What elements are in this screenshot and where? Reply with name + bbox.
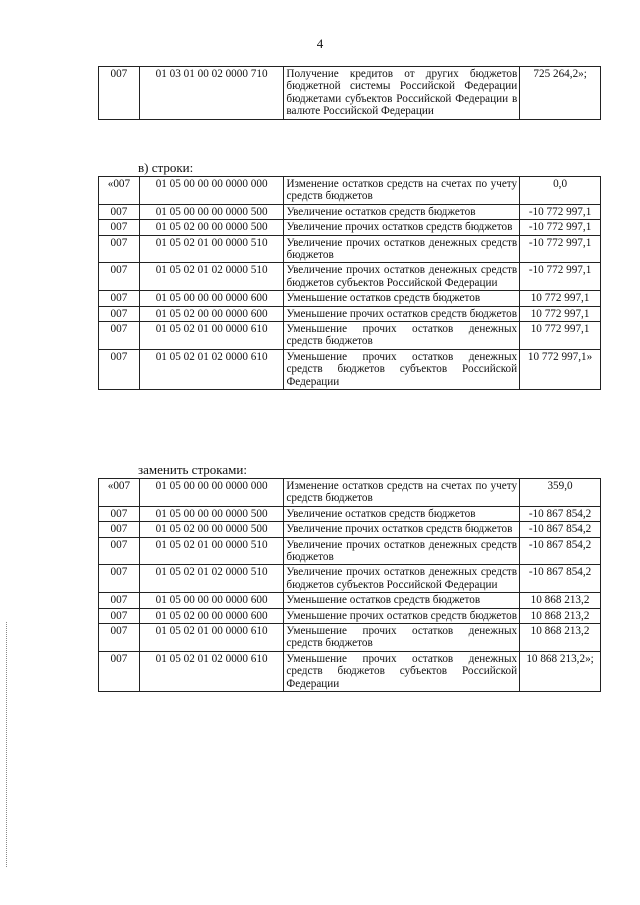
sum-cell: 10 772 997,1 <box>520 306 601 321</box>
table-row <box>99 177 601 205</box>
table-row <box>99 479 601 507</box>
name-cell: Увеличение прочих остатков денежных средств бюджетов субъектов Российской Федерации <box>284 263 520 291</box>
kbk-cell: 01 05 00 00 00 0000 000 <box>139 177 284 205</box>
table-replacement-rows <box>98 478 601 692</box>
sum-cell: 10 772 997,1 <box>520 291 601 306</box>
kbk-cell: 01 05 02 00 00 0000 500 <box>139 220 284 235</box>
code-cell: 007 <box>99 235 140 263</box>
code-cell: «007 <box>99 479 140 507</box>
code-cell: 007 <box>99 322 140 350</box>
kbk-cell: 01 05 02 01 02 0000 510 <box>139 263 284 291</box>
table-row <box>99 608 601 623</box>
kbk-cell: 01 05 02 01 02 0000 610 <box>139 349 284 389</box>
name-cell: Увеличение остатков средств бюджетов <box>284 204 520 219</box>
code-cell: 007 <box>99 204 140 219</box>
name-cell: Увеличение прочих остатков средств бюджетов <box>284 522 520 537</box>
sum-cell: -10 772 997,1 <box>520 263 601 291</box>
name-cell: Уменьшение прочих остатков денежных средств бюджетов <box>284 322 520 350</box>
sum-cell: 10 868 213,2 <box>520 608 601 623</box>
sum-cell: 725 264,2»; <box>520 67 601 120</box>
sum-cell: -10 867 854,2 <box>520 522 601 537</box>
code-cell: 007 <box>99 593 140 608</box>
kbk-cell: 01 05 02 01 00 0000 610 <box>139 322 284 350</box>
table-row <box>99 291 601 306</box>
name-cell: Получение кредитов от других бюджетов бюджетной системы Российской Федерации бюджетами субъектов Российской Федерации в валюте Российской Федерации <box>284 67 520 120</box>
table-row <box>99 67 601 120</box>
sum-cell: -10 772 997,1 <box>520 204 601 219</box>
table-row <box>99 263 601 291</box>
page-number: 4 <box>316 36 324 51</box>
name-cell: Уменьшение прочих остатков денежных средств бюджетов субъектов Российской Федерации <box>284 349 520 389</box>
name-cell: Увеличение остатков средств бюджетов <box>284 506 520 521</box>
sum-cell: -10 772 997,1 <box>520 220 601 235</box>
kbk-cell: 01 05 02 00 00 0000 600 <box>139 306 284 321</box>
name-cell: Уменьшение прочих остатков денежных средств бюджетов <box>284 624 520 652</box>
code-cell: 007 <box>99 263 140 291</box>
name-cell: Увеличение прочих остатков денежных средств бюджетов <box>284 235 520 263</box>
name-cell: Изменение остатков средств на счетах по учету средств бюджетов <box>284 479 520 507</box>
kbk-cell: 01 05 02 00 00 0000 500 <box>139 522 284 537</box>
table-row <box>99 537 601 565</box>
name-cell: Уменьшение прочих остатков средств бюджетов <box>284 306 520 321</box>
name-cell: Уменьшение остатков средств бюджетов <box>284 291 520 306</box>
code-cell: 007 <box>99 522 140 537</box>
name-cell: Уменьшение прочих остатков средств бюджетов <box>284 608 520 623</box>
sum-cell: -10 772 997,1 <box>520 235 601 263</box>
kbk-cell: 01 05 02 01 00 0000 510 <box>139 235 284 263</box>
code-cell: 007 <box>99 651 140 691</box>
table-credit-receipt <box>98 66 601 120</box>
name-cell: Увеличение прочих остатков денежных средств бюджетов субъектов Российской Федерации <box>284 565 520 593</box>
sum-cell: 359,0 <box>520 479 601 507</box>
table-row <box>99 593 601 608</box>
table-original-rows <box>98 176 601 390</box>
heading-rows: в) строки: <box>138 160 194 175</box>
kbk-cell: 01 05 02 01 02 0000 610 <box>139 651 284 691</box>
code-cell: 007 <box>99 220 140 235</box>
name-cell: Изменение остатков средств на счетах по учету средств бюджетов <box>284 177 520 205</box>
code-cell: 007 <box>99 537 140 565</box>
kbk-cell: 01 05 02 01 00 0000 610 <box>139 624 284 652</box>
sum-cell: -10 867 854,2 <box>520 565 601 593</box>
table-row <box>99 651 601 691</box>
table-row <box>99 624 601 652</box>
table-row <box>99 565 601 593</box>
kbk-cell: 01 03 01 00 02 0000 710 <box>139 67 284 120</box>
kbk-cell: 01 05 00 00 00 0000 500 <box>139 204 284 219</box>
sum-cell: 10 772 997,1 <box>520 322 601 350</box>
heading-replace: заменить строками: <box>138 462 247 477</box>
kbk-cell: 01 05 00 00 00 0000 000 <box>139 479 284 507</box>
sum-cell: 10 868 213,2»; <box>520 651 601 691</box>
code-cell: 007 <box>99 67 140 120</box>
sum-cell: 10 868 213,2 <box>520 624 601 652</box>
code-cell: 007 <box>99 349 140 389</box>
name-cell: Уменьшение остатков средств бюджетов <box>284 593 520 608</box>
table-row <box>99 204 601 219</box>
code-cell: 007 <box>99 608 140 623</box>
kbk-cell: 01 05 02 01 00 0000 510 <box>139 537 284 565</box>
table-row <box>99 349 601 389</box>
kbk-cell: 01 05 02 00 00 0000 600 <box>139 608 284 623</box>
code-cell: «007 <box>99 177 140 205</box>
code-cell: 007 <box>99 565 140 593</box>
table-row <box>99 220 601 235</box>
code-cell: 007 <box>99 291 140 306</box>
table-row <box>99 306 601 321</box>
kbk-cell: 01 05 02 01 02 0000 510 <box>139 565 284 593</box>
code-cell: 007 <box>99 506 140 521</box>
kbk-cell: 01 05 00 00 00 0000 600 <box>139 593 284 608</box>
name-cell: Увеличение прочих остатков средств бюджетов <box>284 220 520 235</box>
name-cell: Увеличение прочих остатков денежных средств бюджетов <box>284 537 520 565</box>
table-row <box>99 522 601 537</box>
margin-mark <box>6 622 7 867</box>
table-row <box>99 235 601 263</box>
sum-cell: 10 868 213,2 <box>520 593 601 608</box>
table-row <box>99 322 601 350</box>
kbk-cell: 01 05 00 00 00 0000 500 <box>139 506 284 521</box>
sum-cell: 10 772 997,1» <box>520 349 601 389</box>
sum-cell: -10 867 854,2 <box>520 506 601 521</box>
table-row <box>99 506 601 521</box>
code-cell: 007 <box>99 306 140 321</box>
code-cell: 007 <box>99 624 140 652</box>
name-cell: Уменьшение прочих остатков денежных средств бюджетов субъектов Российской Федерации <box>284 651 520 691</box>
sum-cell: -10 867 854,2 <box>520 537 601 565</box>
sum-cell: 0,0 <box>520 177 601 205</box>
kbk-cell: 01 05 00 00 00 0000 600 <box>139 291 284 306</box>
